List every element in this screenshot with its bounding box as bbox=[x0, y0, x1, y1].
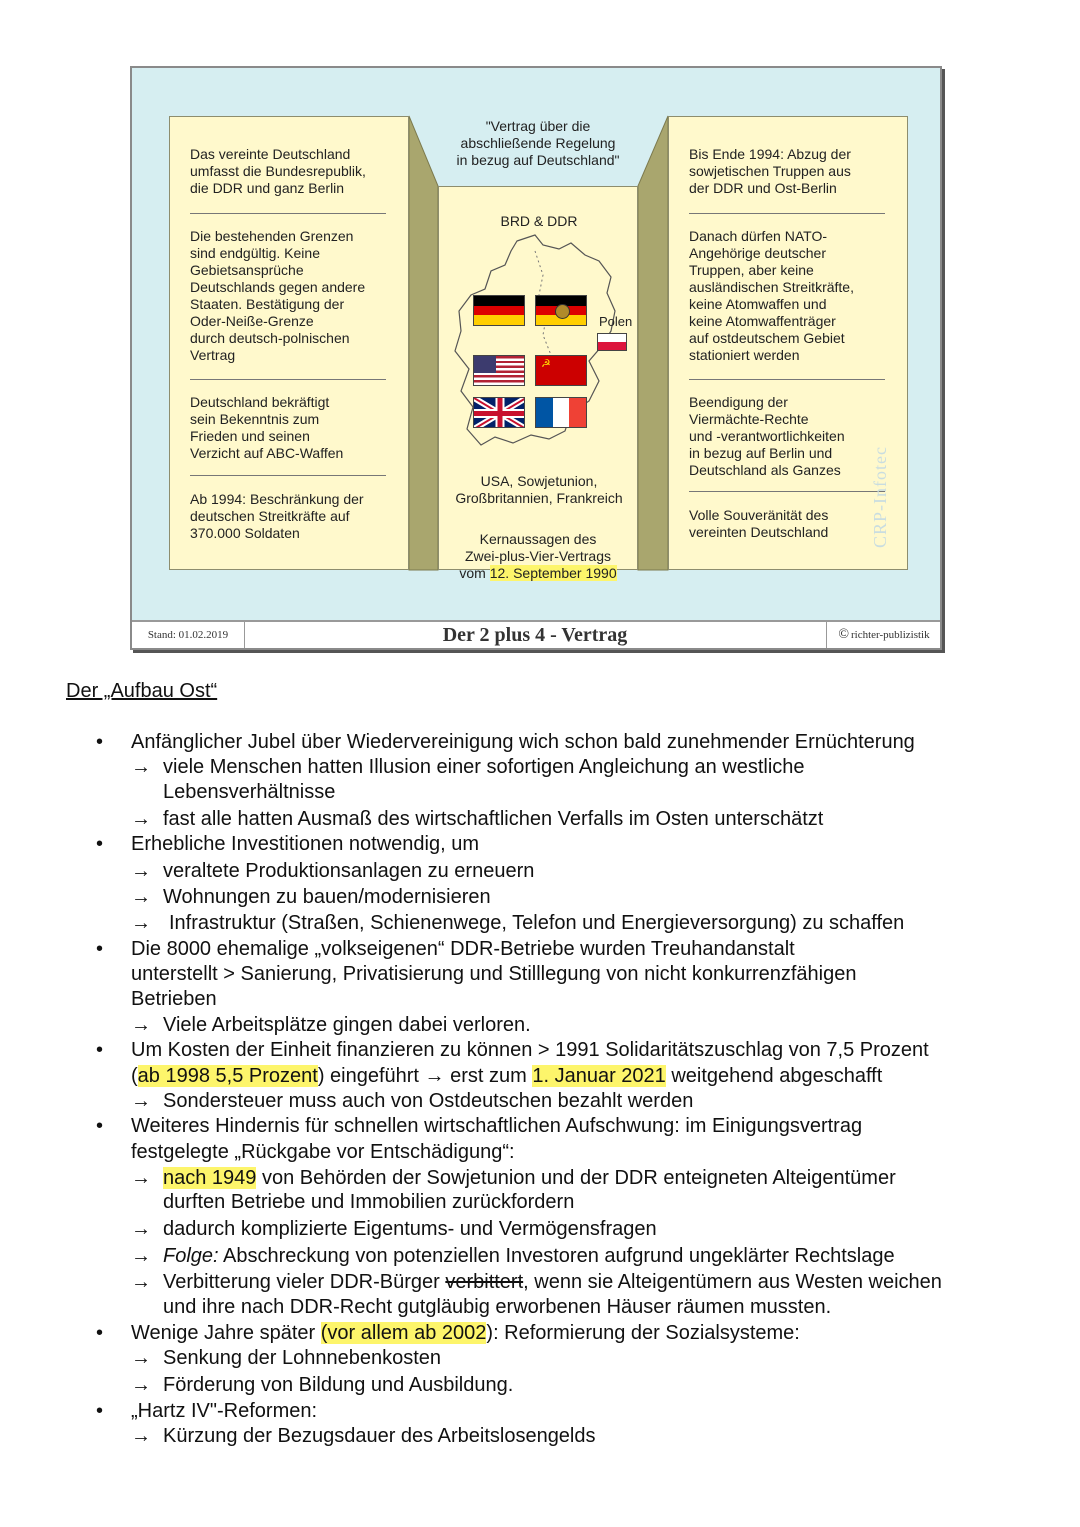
caption-line-2: Zwei-plus-Vier-Vertrags bbox=[464, 548, 611, 564]
treaty-infographic bbox=[130, 66, 942, 650]
divider bbox=[689, 491, 885, 492]
copyright-icon: © bbox=[838, 627, 850, 642]
sub-item: Wohnungen zu bauen/modernisieren bbox=[163, 886, 491, 908]
list-item-cont: festgelegte „Rückgabe vor Entschädigung“: bbox=[131, 1141, 515, 1163]
sub-item: Viele Arbeitsplätze gingen dabei verloren. bbox=[163, 1014, 531, 1036]
text-fragment: , wenn sie Alteigentümern aus Westen weichen bbox=[523, 1271, 942, 1293]
sub-item bbox=[163, 1166, 896, 1190]
highlight: nach 1949 bbox=[163, 1167, 257, 1189]
arrow-icon: → bbox=[131, 860, 151, 882]
list-item: Erhebliche Investitionen notwendig, um bbox=[131, 833, 479, 855]
sub-item: Senkung der Lohnnebenkosten bbox=[163, 1347, 442, 1369]
copyright-text: richter-publizistik bbox=[851, 629, 930, 641]
bullet-icon: • bbox=[96, 938, 104, 960]
list-item-cont bbox=[131, 1064, 882, 1088]
left-item-3: Deutschland bekräftigt sein Bekenntnis zum Frieden und seinen Verzicht auf ABC-Waffen bbox=[190, 394, 344, 461]
arrow-icon: → bbox=[131, 1167, 151, 1189]
list-item: Die 8000 ehemalige „volkseigenen“ DDR-Betriebe wurden Treuhandanstalt bbox=[131, 938, 795, 960]
sub-item bbox=[163, 1244, 895, 1268]
list-item-cont: unterstellt > Sanierung, Privatisierung und Stilllegung von nicht konkurrenzfähigen bbox=[131, 963, 857, 985]
sub-item: Förderung von Bildung und Ausbildung. bbox=[163, 1374, 514, 1396]
section-title: Der „Aufbau Ost“ bbox=[66, 680, 218, 702]
sub-item: veraltete Produktionsanlagen zu erneuern bbox=[163, 860, 535, 882]
sub-item: Infrastruktur (Straßen, Schienenwege, Telefon und Energieversorgung) zu schaffen bbox=[169, 912, 905, 934]
left-side-face bbox=[409, 116, 438, 570]
divider bbox=[190, 475, 386, 476]
bullet-icon: • bbox=[96, 1115, 104, 1137]
caption-date: 12. September 1990 bbox=[489, 565, 617, 581]
list-item: Um Kosten der Einheit finanzieren zu können > 1991 Solidaritätszuschlag von 7,5 Prozent bbox=[131, 1039, 929, 1061]
caption-line-3 bbox=[438, 565, 638, 582]
arrow-icon: → bbox=[131, 1245, 151, 1267]
divider bbox=[689, 379, 885, 380]
bullet-icon: • bbox=[96, 833, 104, 855]
struck-text: verbittert bbox=[445, 1271, 524, 1293]
text-fragment: weitgehend abgeschafft bbox=[665, 1065, 883, 1087]
arrow-icon: → bbox=[131, 1014, 151, 1036]
allied-powers-label: USA, Sowjetunion, Großbritannien, Frankreich bbox=[455, 473, 623, 506]
caption-date-prefix: vom bbox=[459, 565, 490, 581]
treaty-title: "Vertrag über die abschließende Regelung in bezug auf Deutschland" bbox=[456, 118, 620, 168]
arrow-icon: → bbox=[131, 912, 151, 934]
arrow-icon: → bbox=[131, 1347, 151, 1369]
highlight: (vor allem ab 2002 bbox=[320, 1322, 487, 1344]
watermark: CRP-Infotec bbox=[870, 446, 890, 548]
bullet-icon: • bbox=[96, 1322, 104, 1344]
flag-ussr-icon: ☭ bbox=[535, 355, 587, 386]
divider bbox=[190, 379, 386, 380]
flag-uk-icon bbox=[473, 397, 525, 428]
text-fragment: Wenige Jahre später bbox=[131, 1322, 321, 1344]
right-item-2: Danach dürfen NATO- Angehörige deutscher Truppen, aber keine ausländischen Streitkräfte, keine Atomwaffen und keine Atomwaffenträger auf ostdeutschem Gebiet stationiert werden bbox=[689, 228, 854, 363]
germany-map bbox=[439, 231, 639, 471]
list-item bbox=[131, 1321, 800, 1345]
left-item-1: Das vereinte Deutschland umfasst die Bundesrepublik, die DDR und ganz Berlin bbox=[190, 146, 366, 196]
left-panel bbox=[169, 116, 409, 570]
divider bbox=[689, 213, 885, 214]
text-fragment: von Behörden der Sowjetunion und der DDR enteigneten Alteigentümer bbox=[256, 1167, 896, 1189]
flag-usa-icon bbox=[473, 355, 525, 386]
sub-item-cont: und ihre nach DDR-Recht gutgläubig erworbenen Häuser räumen mussten. bbox=[163, 1296, 832, 1318]
arrow-icon: → bbox=[131, 1374, 151, 1396]
bullet-icon: • bbox=[96, 1039, 104, 1061]
right-item-4: Volle Souveränität des vereinten Deutschland bbox=[689, 507, 829, 540]
flag-ddr-icon bbox=[535, 295, 587, 326]
highlight: 1. Januar 2021 bbox=[532, 1065, 666, 1087]
stand-date: Stand: 01.02.2019 bbox=[132, 622, 245, 648]
arrow-icon: → bbox=[131, 1218, 151, 1240]
sub-item: Sondersteuer muss auch von Ostdeutschen bezahlt werden bbox=[163, 1090, 694, 1112]
flag-france-icon bbox=[535, 397, 587, 428]
sub-item bbox=[163, 1270, 942, 1294]
list-item: „Hartz IV"-Reformen: bbox=[131, 1400, 318, 1422]
sub-item: fast alle hatten Ausmaß des wirtschaftlichen Verfalls im Osten unterschätzt bbox=[163, 808, 824, 830]
text-fragment: ): Reformierung der Sozialsysteme: bbox=[486, 1322, 800, 1344]
list-item-cont: Betrieben bbox=[131, 988, 217, 1010]
highlight: ab 1998 5,5 Prozent bbox=[137, 1065, 318, 1087]
figure-title: Der 2 plus 4 - Vertrag bbox=[442, 623, 628, 646]
arrow-icon: → bbox=[131, 756, 151, 778]
sub-item: Kürzung der Bezugsdauer des Arbeitslosengelds bbox=[163, 1425, 596, 1447]
arrow-icon: → bbox=[131, 886, 151, 908]
text-fragment: Abschreckung von potenziellen Investoren aufgrund ungeklärter Rechtslage bbox=[218, 1245, 895, 1267]
text-fragment: Folge: bbox=[163, 1245, 219, 1267]
flag-poland-icon bbox=[597, 333, 627, 351]
arrow-icon: → bbox=[131, 1090, 151, 1112]
sub-item-cont: durften Betriebe und Immobilien zurückfordern bbox=[163, 1191, 575, 1213]
polen-label: Polen bbox=[599, 314, 633, 329]
center-panel bbox=[438, 186, 638, 570]
right-item-1: Bis Ende 1994: Abzug der sowjetischen Truppen aus der DDR und Ost-Berlin bbox=[689, 146, 851, 196]
brd-ddr-label: BRD & DDR bbox=[500, 213, 578, 229]
sub-item: dadurch komplizierte Eigentums- und Vermögensfragen bbox=[163, 1218, 657, 1240]
figure-footer bbox=[132, 620, 940, 648]
arrow-icon: → bbox=[131, 1425, 151, 1447]
caption-line-1: Kernaussagen des bbox=[479, 531, 597, 547]
text-fragment: ) eingeführt → erst zum bbox=[317, 1065, 533, 1087]
left-item-2: Die bestehenden Grenzen sind endgültig. Keine Gebietsansprüche Deutschlands gegen andere Staaten. Bestätigung der Oder-Neiße-Grenze durch deutsch-polnischen Vertrag bbox=[190, 228, 366, 363]
copyright-notice bbox=[826, 622, 941, 648]
right-side-face bbox=[638, 116, 668, 570]
right-item-3: Beendigung der Viermächte-Rechte und -verantwortlichkeiten in bezug auf Berlin und Deutschland als Ganzes bbox=[689, 394, 845, 478]
divider bbox=[190, 213, 386, 214]
list-item: Anfänglicher Jubel über Wiedervereinigung wich schon bald zunehmender Ernüchterung bbox=[131, 731, 915, 753]
arrow-icon: → bbox=[131, 1271, 151, 1293]
sub-item-cont: Lebensverhältnisse bbox=[163, 781, 336, 803]
flag-brd-icon bbox=[473, 295, 525, 326]
list-item: Weiteres Hindernis für schnellen wirtschaftlichen Aufschwung: im Einigungsvertrag bbox=[131, 1115, 863, 1137]
bullet-icon: • bbox=[96, 1400, 104, 1422]
left-item-4: Ab 1994: Beschränkung der deutschen Streitkräfte auf 370.000 Soldaten bbox=[190, 491, 364, 541]
sub-item: viele Menschen hatten Illusion einer sofortigen Angleichung an westliche bbox=[163, 756, 805, 778]
arrow-icon: → bbox=[131, 808, 151, 830]
bullet-icon: • bbox=[96, 731, 104, 753]
text-fragment: Verbitterung vieler DDR-Bürger bbox=[163, 1271, 446, 1293]
text-fragment: ( bbox=[131, 1065, 138, 1087]
